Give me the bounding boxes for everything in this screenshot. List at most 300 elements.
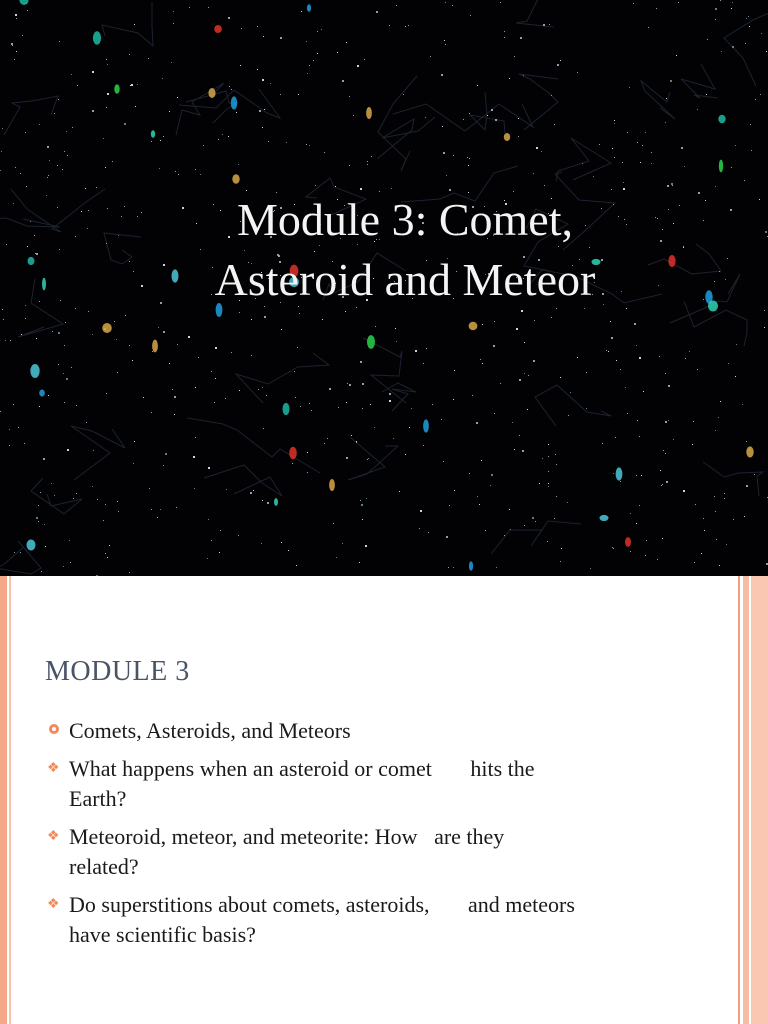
star [623, 182, 624, 183]
star [630, 551, 631, 552]
star [719, 565, 720, 566]
star [446, 175, 447, 176]
star [544, 185, 545, 186]
star [744, 516, 745, 517]
star [367, 164, 368, 165]
star [443, 461, 444, 462]
star [311, 410, 312, 411]
star [651, 152, 652, 153]
star [195, 437, 196, 438]
star [419, 528, 420, 529]
star [189, 7, 190, 8]
star [263, 428, 264, 429]
star [208, 7, 209, 8]
star [452, 5, 453, 6]
cosmic-web-line [71, 426, 125, 480]
star [3, 319, 4, 320]
star [454, 370, 455, 371]
star [317, 53, 318, 54]
star [445, 44, 446, 45]
diamond-bullet-icon: ❖ [47, 829, 60, 844]
list-item-text: Comets, Asteroids, and Meteors [69, 718, 351, 743]
star [555, 454, 556, 455]
star [643, 391, 644, 392]
star [426, 348, 427, 349]
star [477, 85, 478, 86]
star [137, 84, 138, 85]
star [389, 393, 391, 395]
star [112, 161, 113, 162]
star [176, 507, 177, 508]
star [6, 244, 7, 245]
star [698, 192, 700, 194]
star [360, 361, 362, 363]
left-accent-bar [0, 576, 7, 1024]
galaxy-dot [708, 301, 718, 312]
galaxy-dot [307, 4, 311, 12]
star [560, 561, 561, 562]
star [54, 495, 55, 496]
galaxy-dot [283, 403, 290, 415]
cosmic-web-line [393, 104, 533, 131]
star [322, 319, 323, 320]
star [66, 378, 68, 380]
star [636, 345, 637, 346]
star [730, 209, 732, 211]
star [494, 321, 495, 322]
star [590, 568, 591, 569]
star [766, 51, 767, 52]
galaxy-dot [366, 107, 372, 119]
star [64, 402, 65, 403]
star [374, 427, 375, 428]
star [0, 411, 1, 412]
star [613, 473, 614, 474]
star [731, 167, 732, 168]
module-heading: MODULE 3 [45, 656, 190, 687]
star [627, 413, 628, 414]
galaxy-dot [28, 257, 35, 265]
star [15, 167, 16, 168]
star [345, 311, 346, 312]
star [514, 56, 515, 57]
star [149, 488, 150, 489]
star [178, 174, 179, 175]
star [524, 342, 525, 343]
cosmic-web-line [535, 385, 611, 426]
star [620, 369, 621, 370]
star [470, 15, 471, 16]
star [551, 95, 552, 96]
star [746, 18, 747, 19]
star [532, 517, 534, 519]
galaxy-dot [423, 419, 429, 432]
star [70, 562, 71, 563]
star [662, 229, 663, 230]
star [637, 420, 638, 421]
star [57, 207, 58, 208]
star [134, 24, 135, 25]
star [67, 155, 68, 156]
star [257, 26, 258, 27]
galaxy-dot [469, 561, 473, 570]
star [665, 453, 666, 454]
star [749, 26, 750, 27]
star [405, 454, 406, 455]
star [296, 565, 297, 566]
star [678, 2, 679, 3]
star [615, 437, 616, 438]
star [25, 318, 26, 319]
star [715, 19, 716, 20]
galaxy-dot [616, 467, 623, 480]
cosmic-web-line [31, 478, 82, 514]
star [15, 14, 17, 16]
star [720, 401, 721, 402]
star [215, 347, 217, 349]
galaxy-dot [504, 133, 510, 141]
star [135, 106, 136, 107]
star [750, 124, 751, 125]
star [207, 558, 208, 559]
star [612, 547, 613, 548]
star [370, 404, 371, 405]
star [364, 59, 365, 60]
star [514, 449, 515, 450]
star [194, 488, 195, 489]
star [493, 345, 495, 347]
star [646, 540, 647, 541]
star [307, 73, 308, 74]
star [62, 169, 63, 170]
star [292, 463, 293, 464]
star [236, 112, 237, 113]
star [174, 414, 175, 415]
star [396, 341, 397, 342]
star [88, 311, 89, 312]
star [509, 509, 510, 510]
star [633, 3, 634, 4]
star [228, 136, 229, 137]
star [744, 180, 745, 181]
star [172, 389, 173, 390]
star [629, 87, 630, 88]
star [715, 430, 716, 431]
star [103, 138, 104, 139]
galaxy-dot [42, 278, 46, 291]
galaxy-dot [214, 25, 222, 33]
star [51, 483, 52, 484]
star [665, 421, 667, 423]
star [586, 408, 587, 409]
star [351, 435, 352, 436]
star [548, 444, 549, 445]
star [477, 496, 478, 497]
star [106, 393, 107, 394]
star [36, 517, 38, 519]
star [694, 562, 695, 563]
star [13, 203, 14, 204]
star [391, 188, 392, 189]
star [376, 11, 378, 13]
star [614, 157, 615, 158]
star [522, 450, 524, 452]
star [685, 358, 686, 359]
star [92, 71, 94, 73]
star [586, 372, 587, 373]
star [263, 36, 264, 37]
star [137, 216, 138, 217]
star [54, 113, 55, 114]
circle-bullet-icon [47, 716, 65, 746]
star [306, 41, 307, 42]
star [71, 74, 72, 75]
star [443, 152, 445, 154]
star [85, 188, 86, 189]
star [554, 518, 555, 519]
star [143, 397, 144, 398]
star [297, 347, 298, 348]
star [504, 37, 505, 38]
star [523, 75, 524, 76]
star [251, 319, 252, 320]
star [158, 327, 159, 328]
star [645, 555, 646, 556]
star [764, 310, 765, 311]
star [672, 185, 673, 186]
star [141, 285, 143, 287]
star [570, 392, 571, 393]
galaxy-dot [625, 537, 631, 547]
star [731, 8, 732, 9]
galaxy-dot [152, 340, 158, 353]
star [721, 51, 722, 52]
star [44, 524, 45, 525]
star [703, 220, 704, 221]
star [476, 422, 478, 424]
star [620, 481, 621, 482]
star [60, 300, 61, 301]
star [299, 313, 300, 314]
star [20, 173, 21, 174]
star [399, 491, 400, 492]
star [642, 145, 643, 146]
star [226, 489, 227, 490]
star [616, 360, 617, 361]
star [75, 308, 76, 309]
star [43, 458, 45, 460]
star [495, 119, 497, 121]
star [715, 186, 716, 187]
star [9, 429, 10, 430]
star [389, 400, 391, 402]
star [736, 344, 737, 345]
star [63, 566, 64, 567]
star [703, 518, 704, 519]
star [129, 345, 130, 346]
star [66, 131, 67, 132]
star [47, 177, 48, 178]
star [87, 228, 88, 229]
star [639, 505, 640, 506]
list-item [47, 890, 707, 950]
star [188, 336, 190, 338]
star [500, 383, 501, 384]
star [651, 163, 652, 164]
star [724, 498, 725, 499]
list-item-text: What happens when an asteroid or comet hits the Earth? [69, 756, 535, 811]
star [453, 155, 454, 156]
star [165, 453, 167, 455]
star [342, 543, 343, 544]
star [52, 331, 53, 332]
star [361, 504, 363, 506]
star [482, 324, 483, 325]
cosmic-web-line [102, 2, 153, 46]
star [697, 109, 698, 110]
star [129, 54, 130, 55]
star [241, 28, 242, 29]
star [309, 145, 310, 146]
star [338, 407, 339, 408]
galaxy-dot [102, 323, 112, 333]
star [5, 340, 6, 341]
star [408, 25, 409, 26]
galaxy-dot [367, 335, 375, 349]
content-slide [0, 576, 768, 1024]
star [10, 340, 11, 341]
star [639, 436, 640, 437]
star [733, 519, 734, 520]
star [45, 546, 46, 547]
star [327, 438, 328, 439]
star [47, 146, 49, 148]
star [39, 406, 40, 407]
star [411, 408, 412, 409]
star [519, 435, 520, 436]
galaxy-dot [289, 447, 297, 460]
cosmic-web-line [236, 353, 329, 403]
star [11, 43, 13, 45]
star [251, 355, 252, 356]
star [728, 363, 729, 364]
star [415, 350, 417, 352]
star [163, 331, 165, 333]
star [151, 509, 152, 510]
star [683, 246, 684, 247]
star [59, 249, 60, 250]
list-item [47, 754, 707, 814]
star [93, 450, 94, 451]
star [124, 123, 126, 125]
star [25, 305, 26, 306]
star [666, 481, 668, 483]
star [714, 281, 715, 282]
star [286, 142, 287, 143]
star [479, 504, 480, 505]
star [671, 183, 673, 185]
star [395, 328, 396, 329]
star [124, 206, 125, 207]
star [34, 235, 35, 236]
star [298, 94, 299, 95]
star [512, 422, 513, 423]
star [88, 210, 89, 211]
star [356, 441, 357, 442]
star [92, 486, 93, 487]
star [593, 176, 594, 177]
star [257, 69, 258, 70]
star [324, 152, 325, 153]
star [2, 309, 3, 310]
star [121, 216, 122, 217]
star [560, 377, 561, 378]
star [359, 562, 360, 563]
star [494, 413, 495, 414]
star [21, 334, 22, 335]
star [262, 127, 263, 128]
star [518, 118, 519, 119]
star [76, 405, 77, 406]
star [754, 474, 755, 475]
star [65, 322, 66, 323]
slide-title [150, 190, 660, 310]
star [300, 406, 301, 407]
star [2, 128, 3, 129]
star [543, 24, 545, 26]
star [116, 339, 117, 340]
star [1, 151, 2, 152]
star [636, 523, 637, 524]
star [253, 490, 254, 491]
star [549, 24, 550, 25]
star [92, 334, 93, 335]
cosmic-web-line [516, 0, 579, 27]
right-accent-stripe [738, 576, 740, 1024]
star [539, 483, 540, 484]
star [707, 39, 708, 40]
star [469, 158, 470, 159]
star [430, 56, 431, 57]
star [151, 412, 152, 413]
star [557, 64, 559, 66]
star [657, 559, 658, 560]
star [423, 445, 424, 446]
star [288, 550, 289, 551]
star [72, 127, 73, 128]
star [346, 42, 347, 43]
star [117, 372, 118, 373]
star [716, 539, 717, 540]
galaxy-dot [151, 130, 155, 138]
star [420, 510, 422, 512]
star [198, 357, 199, 358]
galaxy-dot [208, 88, 215, 98]
star [463, 119, 464, 120]
star [264, 109, 265, 110]
star [295, 397, 296, 398]
star [453, 399, 454, 400]
star [346, 457, 348, 459]
star [14, 552, 15, 553]
cosmic-web-line [176, 83, 224, 135]
star [648, 27, 649, 28]
star [35, 253, 36, 254]
star [667, 185, 669, 187]
star [307, 452, 308, 453]
star [30, 221, 31, 222]
star [533, 173, 534, 174]
